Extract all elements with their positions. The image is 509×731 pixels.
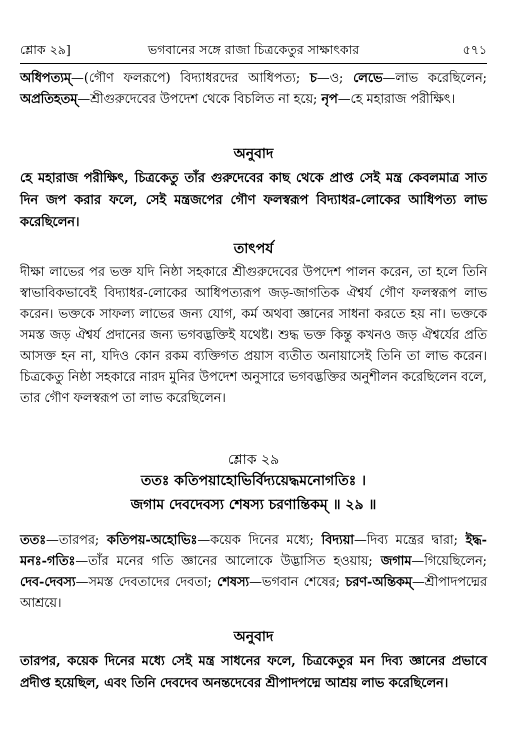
header-rule: [20, 63, 487, 64]
synonym-meaning: —হে মহারাজ পরীক্ষিৎ।: [337, 92, 456, 107]
synonym-word: ততঃ: [20, 533, 47, 548]
header-chapter-title: ভগবানের সঙ্গে রাজা চিত্রকেতুর সাক্ষাৎকার: [147, 42, 360, 57]
translation-text-2: তারপর, কয়েক দিনের মধ্যে সেই মন্ত্র সাধনের ফলে, চিত্রকেতুর মন দিব্য জ্ঞানের প্রভাবে প্রদীপ্ত হয়েছিল, এবং তিনি দেবদেব অনন্তদেবের শ্রীপাদপদ্মে আশ্রয় লাভ করেছিলেন।: [20, 654, 487, 691]
header-verse-ref: শ্লোক ২৯]: [20, 42, 71, 57]
synonym-word: অধিপত্যম্: [20, 71, 72, 86]
synonym-word: চ: [309, 71, 317, 86]
synonym-meaning: —লাভ করেছিলেন;: [382, 71, 487, 86]
synonym-meaning: —শ্রীপাদপদ্মের আশ্রয়ে।: [20, 575, 487, 611]
synonym-meaning: —সমস্ত দেবতাদের দেবতা;: [75, 575, 218, 590]
purport-heading: তাৎপর্য: [233, 241, 274, 257]
synonym-word: ইদ্ধ-মনঃ-গতিঃ: [20, 533, 487, 569]
synonyms-block-2: [20, 530, 487, 614]
verse-line-1: ততঃ কতিপয়াহোভির্বিদ্যয়েদ্ধমনোগতিঃ ।: [140, 473, 367, 489]
synonym-meaning: —গিয়েছিলেন;: [411, 554, 487, 569]
running-header: [20, 40, 487, 60]
translation-text: হে মহারাজ পরীক্ষিৎ, চিত্রকেতু তাঁর গুরুদেবের কাছ থেকে প্রাপ্ত সেই মন্ত্র কেবলমাত্র সাত দিন জপ করার ফলে, সেই মন্ত্রজপের গৌণ ফলস্বরূপ বিদ্যাধর-লোকের আধিপত্য লাভ করেছিলেন।: [20, 171, 487, 230]
synonym-word: চরণ-অন্তিকম্: [345, 575, 412, 590]
verse-number: শ্লোক ২৯: [227, 452, 280, 468]
synonym-word: নৃপ: [321, 92, 338, 107]
synonym-word: কতিপয়-অহোভিঃ: [106, 533, 198, 548]
page-number: ৫৭১: [462, 42, 487, 57]
synonyms-block-1: [20, 68, 487, 110]
synonym-meaning: —(গৌণ ফলরূপে) বিদ্যাধরদের আধিপত্য;: [71, 71, 310, 86]
synonym-word: লেভে: [353, 71, 383, 86]
synonym-meaning: —দিব্য মন্ত্রের দ্বারা;: [353, 533, 466, 548]
synonym-meaning: —তাঁর মনের গতি জ্ঞানের আলোকে উদ্ভাসিত হওয়ায়;: [75, 554, 381, 569]
translation-heading: অনুবাদ: [233, 146, 274, 162]
synonym-word: শেষস্য: [217, 575, 250, 590]
synonym-word: বিদ্যয়া: [321, 533, 354, 548]
purport-text: দীক্ষা লাভের পর ভক্ত যদি নিষ্ঠা সহকারে শ্রীগুরুদেবের উপদেশ পালন করেন, তা হলে তিনি স্বাভাবিকভাবেই বিদ্যাধর-লোকের আধিপত্যরূপ জড়-জাগতিক ঐশ্বর্য গৌণ ফলস্বরূপ লাভ করেন। ভক্তকে সাফল্য লাভের জন্য যোগ, কর্ম অথবা জ্ঞানের সাধনা করতে হয় না। ভক্তকে সমস্ত জড় ঐশ্বর্য প্রদানের জন্য ভগবদ্ভক্তিই যথেষ্ট। শুদ্ধ ভক্ত কিন্তু কখনও জড় ঐশ্বর্যের প্রতি আসক্ত হন না, যদিও কোন রকম ব্যক্তিগত প্রয়াস ব্যতীত অনায়াসেই তিনি তা লাভ করেন। চিত্রকেতু নিষ্ঠা সহকারে নারদ মুনির উপদেশ অনুসারে ভগবদ্ভক্তির অনুশীলন করেছিলেন বলে, তার গৌণ ফলস্বরূপ তা লাভ করেছিলেন।: [20, 265, 487, 406]
synonym-word: অপ্রতিহতম্: [20, 92, 78, 107]
verse-line-2: জগাম দেবদেবস্য শেষস্য চরণান্তিকম্ ॥ ২৯ ॥: [130, 497, 377, 513]
synonym-meaning: —কয়েক দিনের মধ্যে;: [197, 533, 322, 548]
synonym-meaning: —তারপর;: [46, 533, 107, 548]
synonym-word: দেব-দেবস্য: [20, 575, 76, 590]
synonym-word: জগাম: [380, 554, 412, 569]
synonym-meaning: —ভগবান শেষের;: [249, 575, 346, 590]
synonym-meaning: —ও;: [316, 71, 354, 86]
synonym-meaning: —শ্রীগুরুদেবের উপদেশ থেকে বিচলিত না হয়ে;: [77, 92, 322, 107]
translation-heading-2: অনুবাদ: [233, 629, 274, 645]
